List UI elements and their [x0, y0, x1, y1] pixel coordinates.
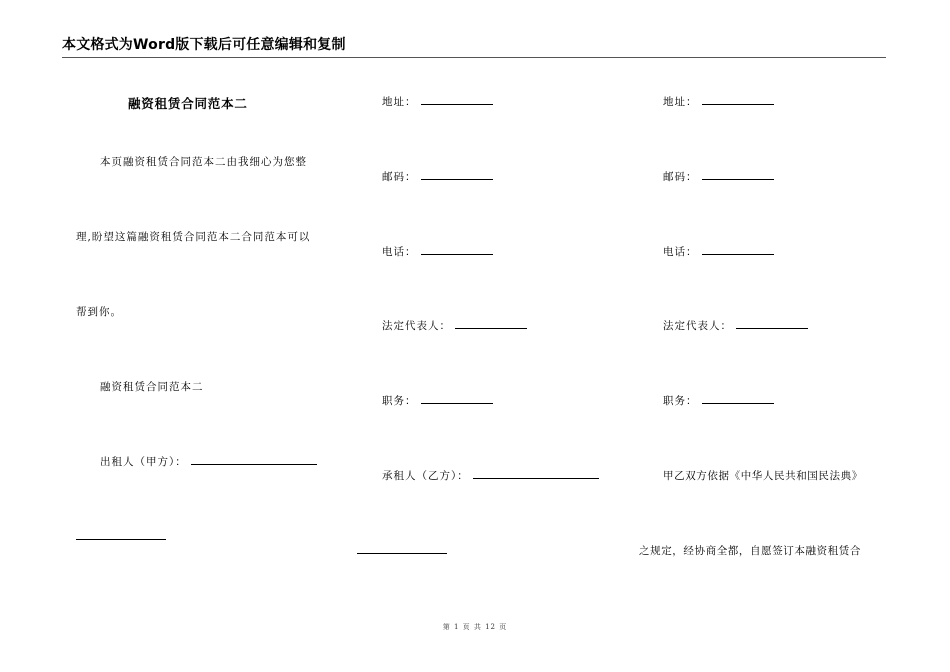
lessor-position-field: [382, 393, 493, 408]
lessor-blank: [191, 454, 317, 465]
lessee-blank: [473, 468, 599, 479]
lessor-continuation-blank: [76, 539, 166, 540]
lessee-address-label: 地址：: [663, 96, 698, 108]
lessor-postcode-field: [382, 169, 493, 184]
lessor-position-label: 职务：: [382, 395, 417, 407]
lessor-phone-field: [382, 244, 493, 259]
lessee-position-field: [663, 393, 774, 408]
lessor-field: [100, 454, 317, 469]
lessor-legal-rep-blank: [455, 318, 527, 329]
legal-basis-line-2: 之规定，经协商全都，自愿签订本融资租赁合: [639, 545, 861, 557]
lessee-position-blank: [702, 393, 774, 404]
lessee-address-blank: [702, 94, 774, 105]
document-title: 融资租赁合同范本二: [128, 96, 248, 111]
lessee-phone-blank: [702, 244, 774, 255]
legal-basis-line-1: 甲乙双方依据《中华人民共和国民法典》: [663, 470, 863, 482]
intro-line-2: 理,盼望这篇融资租赁合同范本二合同范本可以: [76, 231, 311, 243]
lessee-phone-field: [663, 244, 774, 259]
lessor-address-field: [382, 94, 493, 109]
lessee-address-field: [663, 94, 774, 109]
lessee-field: [382, 468, 599, 483]
lessee-postcode-blank: [702, 169, 774, 180]
lessee-legal-rep-label: 法定代表人：: [663, 320, 732, 332]
intro-line-1: 本页融资租赁合同范本二由我细心为您整: [100, 156, 307, 168]
contract-subtitle: 融资租赁合同范本二: [100, 381, 204, 393]
lessor-phone-label: 电话：: [382, 246, 417, 258]
lessor-address-label: 地址：: [382, 96, 417, 108]
lessor-postcode-label: 邮码：: [382, 171, 417, 183]
lessee-legal-rep-blank: [736, 318, 808, 329]
page-number: 第 1 页 共 12 页: [442, 623, 508, 631]
lessor-phone-blank: [421, 244, 493, 255]
lessor-legal-rep-label: 法定代表人：: [382, 320, 451, 332]
lessor-postcode-blank: [421, 169, 493, 180]
lessee-position-label: 职务：: [663, 395, 698, 407]
lessee-legal-rep-field: [663, 318, 808, 333]
lessee-continuation-blank: [357, 553, 447, 554]
lessee-postcode-label: 邮码：: [663, 171, 698, 183]
lessee-phone-label: 电话：: [663, 246, 698, 258]
lessee-label: 承租人（乙方）：: [382, 470, 469, 482]
lessee-postcode-field: [663, 169, 774, 184]
lessor-position-blank: [421, 393, 493, 404]
lessor-label: 出租人（甲方）：: [100, 456, 187, 468]
lessor-legal-rep-field: [382, 318, 527, 333]
intro-line-3: 帮到你。: [76, 306, 122, 318]
lessor-address-blank: [421, 94, 493, 105]
document-header: 本文格式为Word版下载后可任意编辑和复制: [62, 34, 886, 58]
